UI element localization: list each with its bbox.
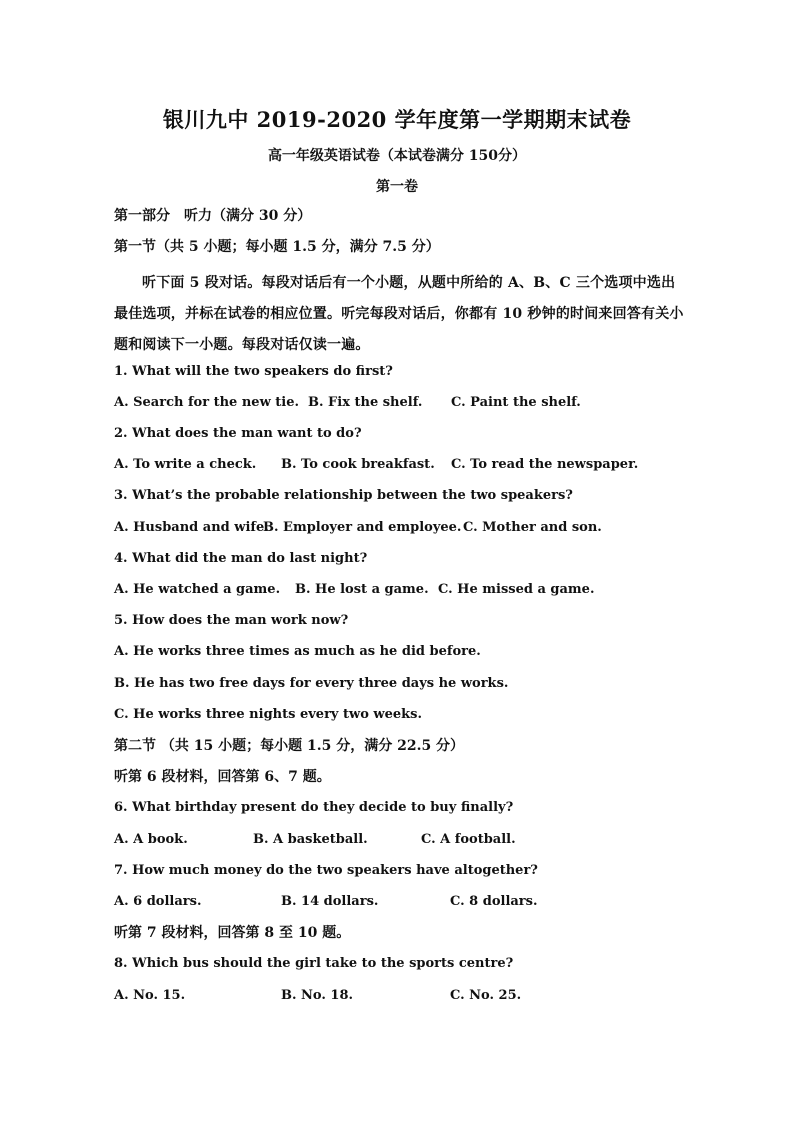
question-4: 4. What did the man do last night? [114, 551, 368, 566]
q8-option-b: B. No. 18. [281, 988, 354, 1003]
q4-option-c: C. He missed a game. [438, 582, 595, 597]
q8-option-c: C. No. 25. [450, 988, 522, 1003]
q3-option-b: B. Employer and employee. [263, 520, 462, 535]
q6-option-c: C. A football. [421, 832, 516, 847]
q5-option-c: C. He works three nights every two weeks. [114, 707, 422, 722]
question-1: 1. What will the two speakers do first? [114, 364, 393, 379]
q2-option-c: C. To read the newspaper. [451, 457, 639, 472]
q3-option-a: A. Husband and wife. [114, 520, 269, 535]
question-2: 2. What does the man want to do? [114, 426, 362, 441]
question-7: 7. How much money do the two speakers have altogether? [114, 863, 538, 878]
q7-option-b: B. 14 dollars. [281, 894, 379, 909]
q4-option-b: B. He lost a game. [295, 582, 429, 597]
q5-option-b: B. He has two free days for every three days he works. [114, 676, 509, 691]
q4-option-a: A. He watched a game. [114, 582, 281, 597]
volume-heading: 第一卷 [376, 179, 418, 195]
q7-option-c: C. 8 dollars. [450, 894, 538, 909]
q6-option-b: B. A basketball. [253, 832, 368, 847]
exam-title: 银川九中 2019-2020 学年度第一学期期末试卷 [162, 107, 632, 132]
section2-heading: 第二节 （共 15 小题；每小题 1.5 分，满分 22.5 分） [114, 738, 465, 754]
q1-option-c: C. Paint the shelf. [451, 395, 581, 410]
question-6: 6. What birthday present do they decide to buy finally? [114, 800, 514, 815]
q2-option-b: B. To cook breakfast. [281, 457, 435, 472]
q7-option-a: A. 6 dollars. [114, 894, 202, 909]
material-6-instruction: 听第 6 段材料，回答第 6、7 题。 [114, 769, 331, 785]
material-7-instruction: 听第 7 段材料，回答第 8 至 10 题。 [114, 925, 351, 941]
q2-option-a: A. To write a check. [114, 457, 257, 472]
question-8: 8. Which bus should the girl take to the sports centre? [114, 956, 514, 971]
q3-option-c: C. Mother and son. [463, 520, 602, 535]
q8-option-a: A. No. 15. [114, 988, 186, 1003]
instructions-paragraph: 听下面 5 段对话。每段对话后有一个小题，从题中所给的 A、B、C 三个选项中选出最佳选项，并标在试卷的相应位置。听完每段对话后，你都有 10 秒钟的时间来回答有关小题和阅读下一小题。每段对话仅读一遍。 [114, 275, 684, 353]
section1-heading: 第一节（共 5 小题；每小题 1.5 分，满分 7.5 分） [114, 239, 440, 255]
exam-subtitle: 高一年级英语试卷（本试卷满分 150分） [267, 148, 527, 164]
question-3: 3. What’s the probable relationship between the two speakers? [114, 488, 573, 503]
q1-option-b: B. Fix the shelf. [308, 395, 423, 410]
q1-option-a: A. Search for the new tie. [114, 395, 300, 410]
q6-option-a: A. A book. [114, 832, 188, 847]
question-5: 5. How does the man work now? [114, 613, 349, 628]
part1-heading: 第一部分 听力（满分 30 分） [114, 208, 312, 224]
q5-option-a: A. He works three times as much as he did before. [114, 644, 481, 659]
